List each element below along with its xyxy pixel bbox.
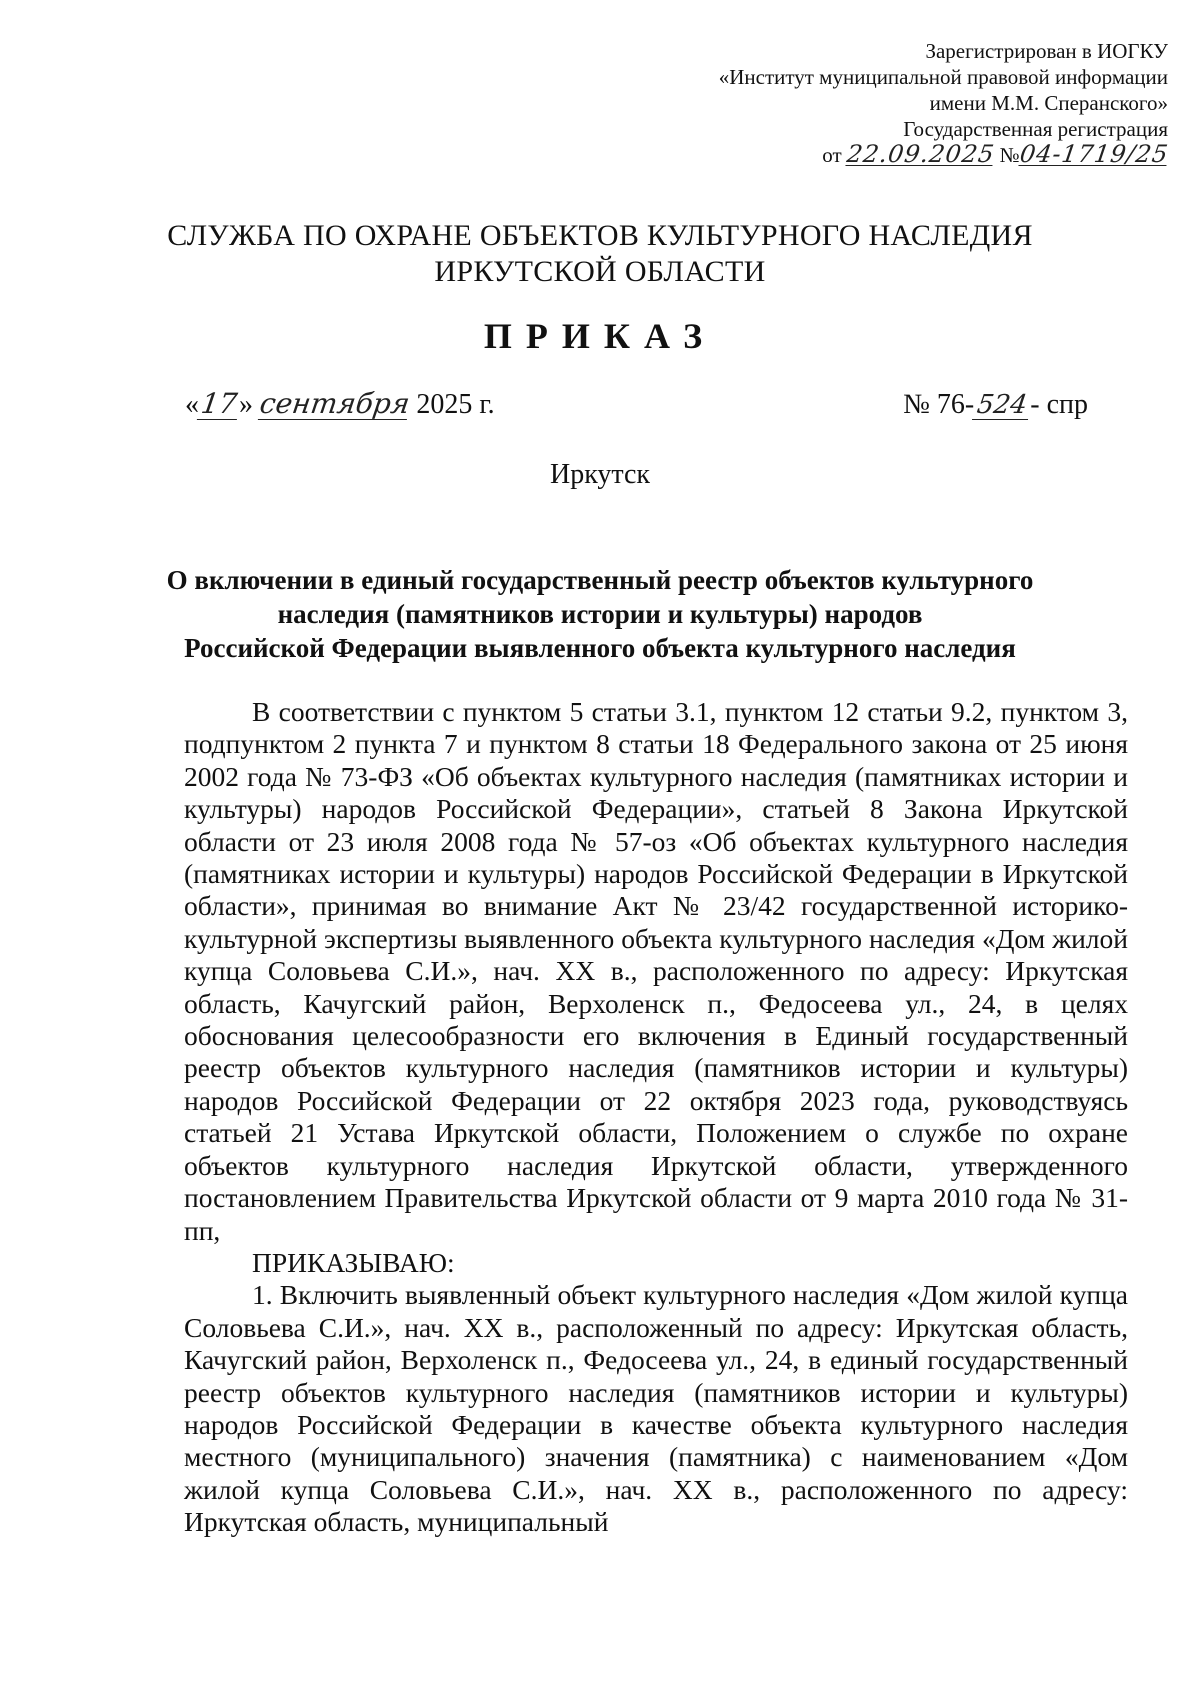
order-number-prefix: № 76-	[903, 389, 975, 420]
order-number-handwritten: 524	[972, 391, 1032, 420]
agency-name-line-1: СЛУЖБА ПО ОХРАНЕ ОБЪЕКТОВ КУЛЬТУРНОГО НАСЛЕДИЯ	[167, 219, 1033, 252]
preamble-paragraph: В соответствии с пунктом 5 статьи 3.1, пунктом 12 статьи 9.2, пунктом 3, подпунктом 2 пункта 7 и пунктом 8 статьи 18 Федерального закона от 25 июня 2002 года № 73-ФЗ «Об объектах культурного наследия (памятниках истории и культуры) народов Российской Федерации», статьей 8 Закона Иркутской области от 23 июля 2008 года № 57-оз «Об объектах культурного наследия (памятниках истории и культуры) народов Российской Федерации в Иркутской области», принимая во внимание Акт № 23/42 государственной историко-культурной экспертизы выявленного объекта культурного наследия «Дом жилой купца Соловьева С.И.», нач. XX в., расположенного по адресу: Иркутская область, Качугский район, Верхоленск п., Федосеева ул., 24, в целях обоснования целесообразности его включения в Единый государственный реестр объектов культурного наследия (памятников истории и культуры) народов Российской Федерации от 22 октября 2023 года, руководствуясь статьей 21 Устава Иркутской области, Положением о службе по охране объектов культурного наследия Иркутской области, утвержденного постановлением Правительства Иркутской области от 9 марта 2010 года № 31-пп,	[184, 696, 1128, 1246]
city-name: Иркутск	[549, 459, 651, 490]
registration-date-handwritten: 22.09.2025	[845, 140, 997, 168]
document-type-title: ПРИКАЗ	[483, 316, 717, 356]
order-subject-line-1: О включении в единый государственный реестр объектов культурного	[166, 565, 1034, 595]
order-body	[184, 696, 1128, 1539]
order-directive-word: ПРИКАЗЫВАЮ:	[252, 1246, 455, 1278]
registration-line-1: Зарегистрирован в ИОГКУ	[925, 39, 1168, 63]
registration-from-label: от	[822, 143, 842, 167]
order-subject-line-2: наследия (памятников истории и культуры) народов	[277, 599, 923, 629]
agency-name-line-2: ИРКУТСКОЙ ОБЛАСТИ	[434, 255, 766, 288]
order-subject-line-3: Российской Федерации выявленного объекта культурного наследия	[184, 633, 1016, 663]
registration-line-4: Государственная регистрация	[903, 117, 1168, 141]
date-close-quote: »	[239, 389, 253, 420]
agency-name	[0, 218, 1200, 290]
date-month-handwritten: сентября	[257, 387, 412, 420]
registration-number-handwritten: 04-1719/25	[1017, 140, 1171, 168]
order-number	[903, 388, 1088, 422]
registration-number-label: №	[999, 143, 1020, 167]
order-subject	[120, 563, 1080, 665]
order-date	[185, 388, 495, 422]
date-year: 2025 г.	[416, 389, 495, 420]
order-item-1: 1. Включить выявленный объект культурного наследия «Дом жилой купца Соловьева С.И.», нач. XX в., расположенный по адресу: Иркутская область, Качугский район, Верхоленск п., Федосеева ул., 24, в единый государственный реестр объектов культурного наследия (памятников истории и культуры) народов Российской Федерации в качестве объекта культурного наследия местного (муниципального) значения (памятника) с наименованием «Дом жилой купца Соловьева С.И.», нач. XX в., расположенного по адресу: Иркутская область, муниципальный	[184, 1279, 1128, 1538]
registration-line-2: «Институт муниципальной правовой информации	[718, 65, 1168, 89]
order-number-suffix: - спр	[1030, 389, 1088, 420]
date-open-quote: «	[185, 389, 199, 420]
registration-line-3: имени М.М. Сперанского»	[929, 91, 1168, 115]
registration-stamp	[628, 38, 1171, 168]
registration-date-number-line	[628, 140, 1171, 168]
date-day-handwritten: 17	[197, 389, 241, 420]
